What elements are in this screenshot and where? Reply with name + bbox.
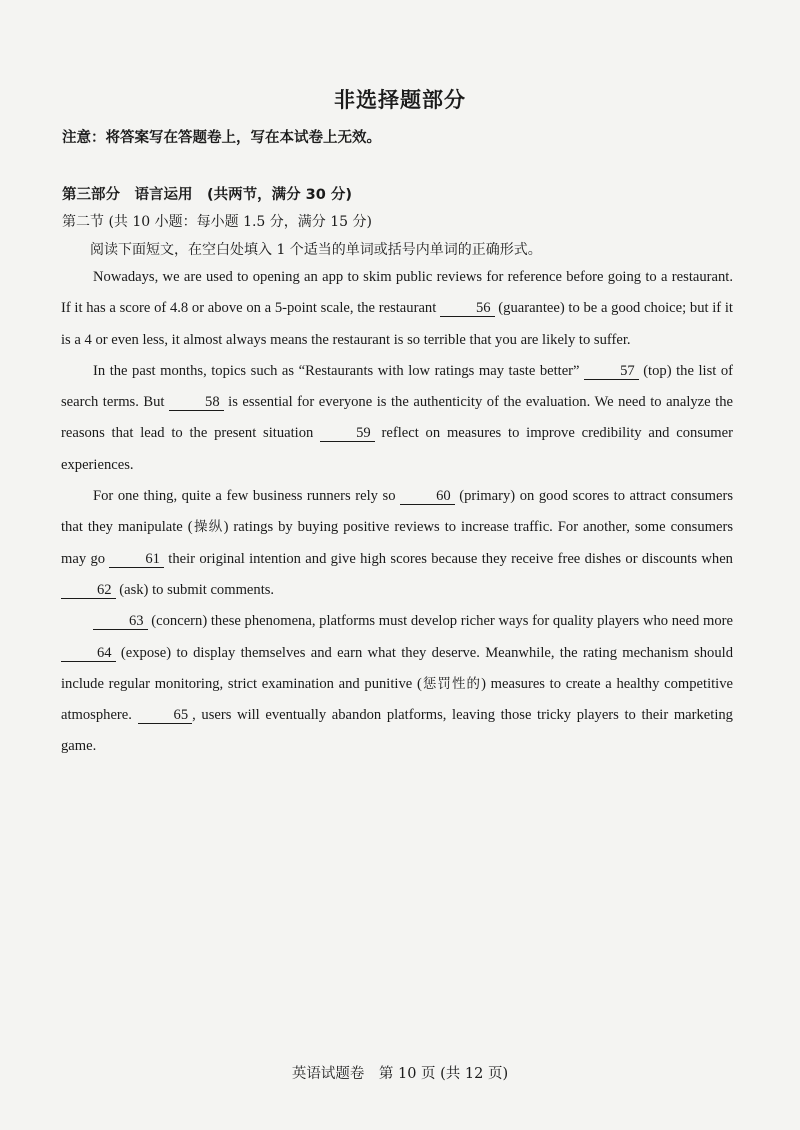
- paragraph-text: (top) the list of search terms. But: [61, 362, 733, 411]
- paragraph-2: [61, 356, 733, 481]
- paragraph-text: (primary) on good scores to attract consumers that they manipulate (: [61, 488, 733, 536]
- paragraph-text: reflect on measures to improve credibility and consumer experiences.: [61, 425, 733, 473]
- paragraph-text: is essential for everyone is the authenticity of the evaluation. We need to analyze the reasons that lead to the present situation: [61, 394, 733, 442]
- blank-65[interactable]: 65: [138, 707, 193, 724]
- blank-63[interactable]: 63: [93, 613, 148, 630]
- blank-57[interactable]: 57: [584, 363, 639, 380]
- notice-text: 将答案写在答题卷上，写在本试卷上无效。: [105, 129, 381, 146]
- paragraph-text: , users will eventually abandon platforms, leaving those tricky players to their marketing game.: [61, 707, 733, 755]
- gloss-text: 惩罚性的: [421, 675, 482, 692]
- section-title: 非选择题部分: [334, 88, 466, 112]
- blank-62[interactable]: 62: [61, 582, 116, 599]
- paragraph-text: For one thing, quite a few business runners rely so: [93, 488, 401, 505]
- reading-passage: [61, 262, 733, 763]
- page-footer: 英语试题卷 第 10 页 (共 12 页): [291, 1066, 509, 1082]
- section-heading: 第二节 (共 10 小题：每小题 1.5 分，满分 15 分): [62, 214, 372, 230]
- instruction-text: 阅读下面短文，在空白处填入 1 个适当的单词或括号内单词的正确形式。: [90, 242, 542, 258]
- paragraph-1: [61, 262, 733, 356]
- paragraph-text: ) measures to create a healthy competitive atmosphere.: [61, 675, 734, 724]
- paragraph-text: In the past months, topics such as “Restaurants with low ratings may taste better”: [93, 362, 585, 379]
- gloss-text: 操纵: [192, 519, 224, 536]
- blank-64[interactable]: 64: [61, 645, 116, 662]
- paragraph-text: ) ratings by buying positive reviews to increase traffic. For another, some consumers may go: [61, 519, 734, 567]
- blank-56[interactable]: 56: [440, 300, 495, 317]
- paragraph-text: their original intention and give high scores because they receive free dishes or discounts when: [163, 550, 733, 567]
- notice-label: 注意：: [62, 130, 106, 146]
- blank-58[interactable]: 58: [169, 394, 224, 411]
- blank-61[interactable]: 61: [109, 551, 164, 568]
- paragraph-text: (concern) these phenomena, platforms must develop richer ways for quality players who need more: [147, 613, 733, 630]
- paragraph-text: (expose) to display themselves and earn what they deserve. Meanwhile, the rating mechanism should include regular monitoring, strict examination and punitive (: [61, 644, 733, 692]
- paragraph-4: [61, 606, 733, 762]
- paragraph-text: (guarantee) to be a good choice; but if it is a 4 or even less, it almost always means the restaurant is so terrible that you are likely to suffer.: [61, 300, 733, 348]
- notice-line: [62, 126, 381, 147]
- blank-60[interactable]: 60: [400, 488, 455, 505]
- paragraph-text: (ask) to submit comments.: [115, 581, 275, 598]
- paragraph-3: [61, 481, 733, 606]
- blank-59[interactable]: 59: [320, 425, 375, 442]
- part-heading: 第三部分 语言运用 (共两节，满分 30 分): [62, 187, 353, 203]
- paragraph-text: Nowadays, we are used to opening an app to skim public reviews for reference before going to a restaurant. If it has a score of 4.8 or above on a 5-point scale, the restaurant: [61, 269, 733, 317]
